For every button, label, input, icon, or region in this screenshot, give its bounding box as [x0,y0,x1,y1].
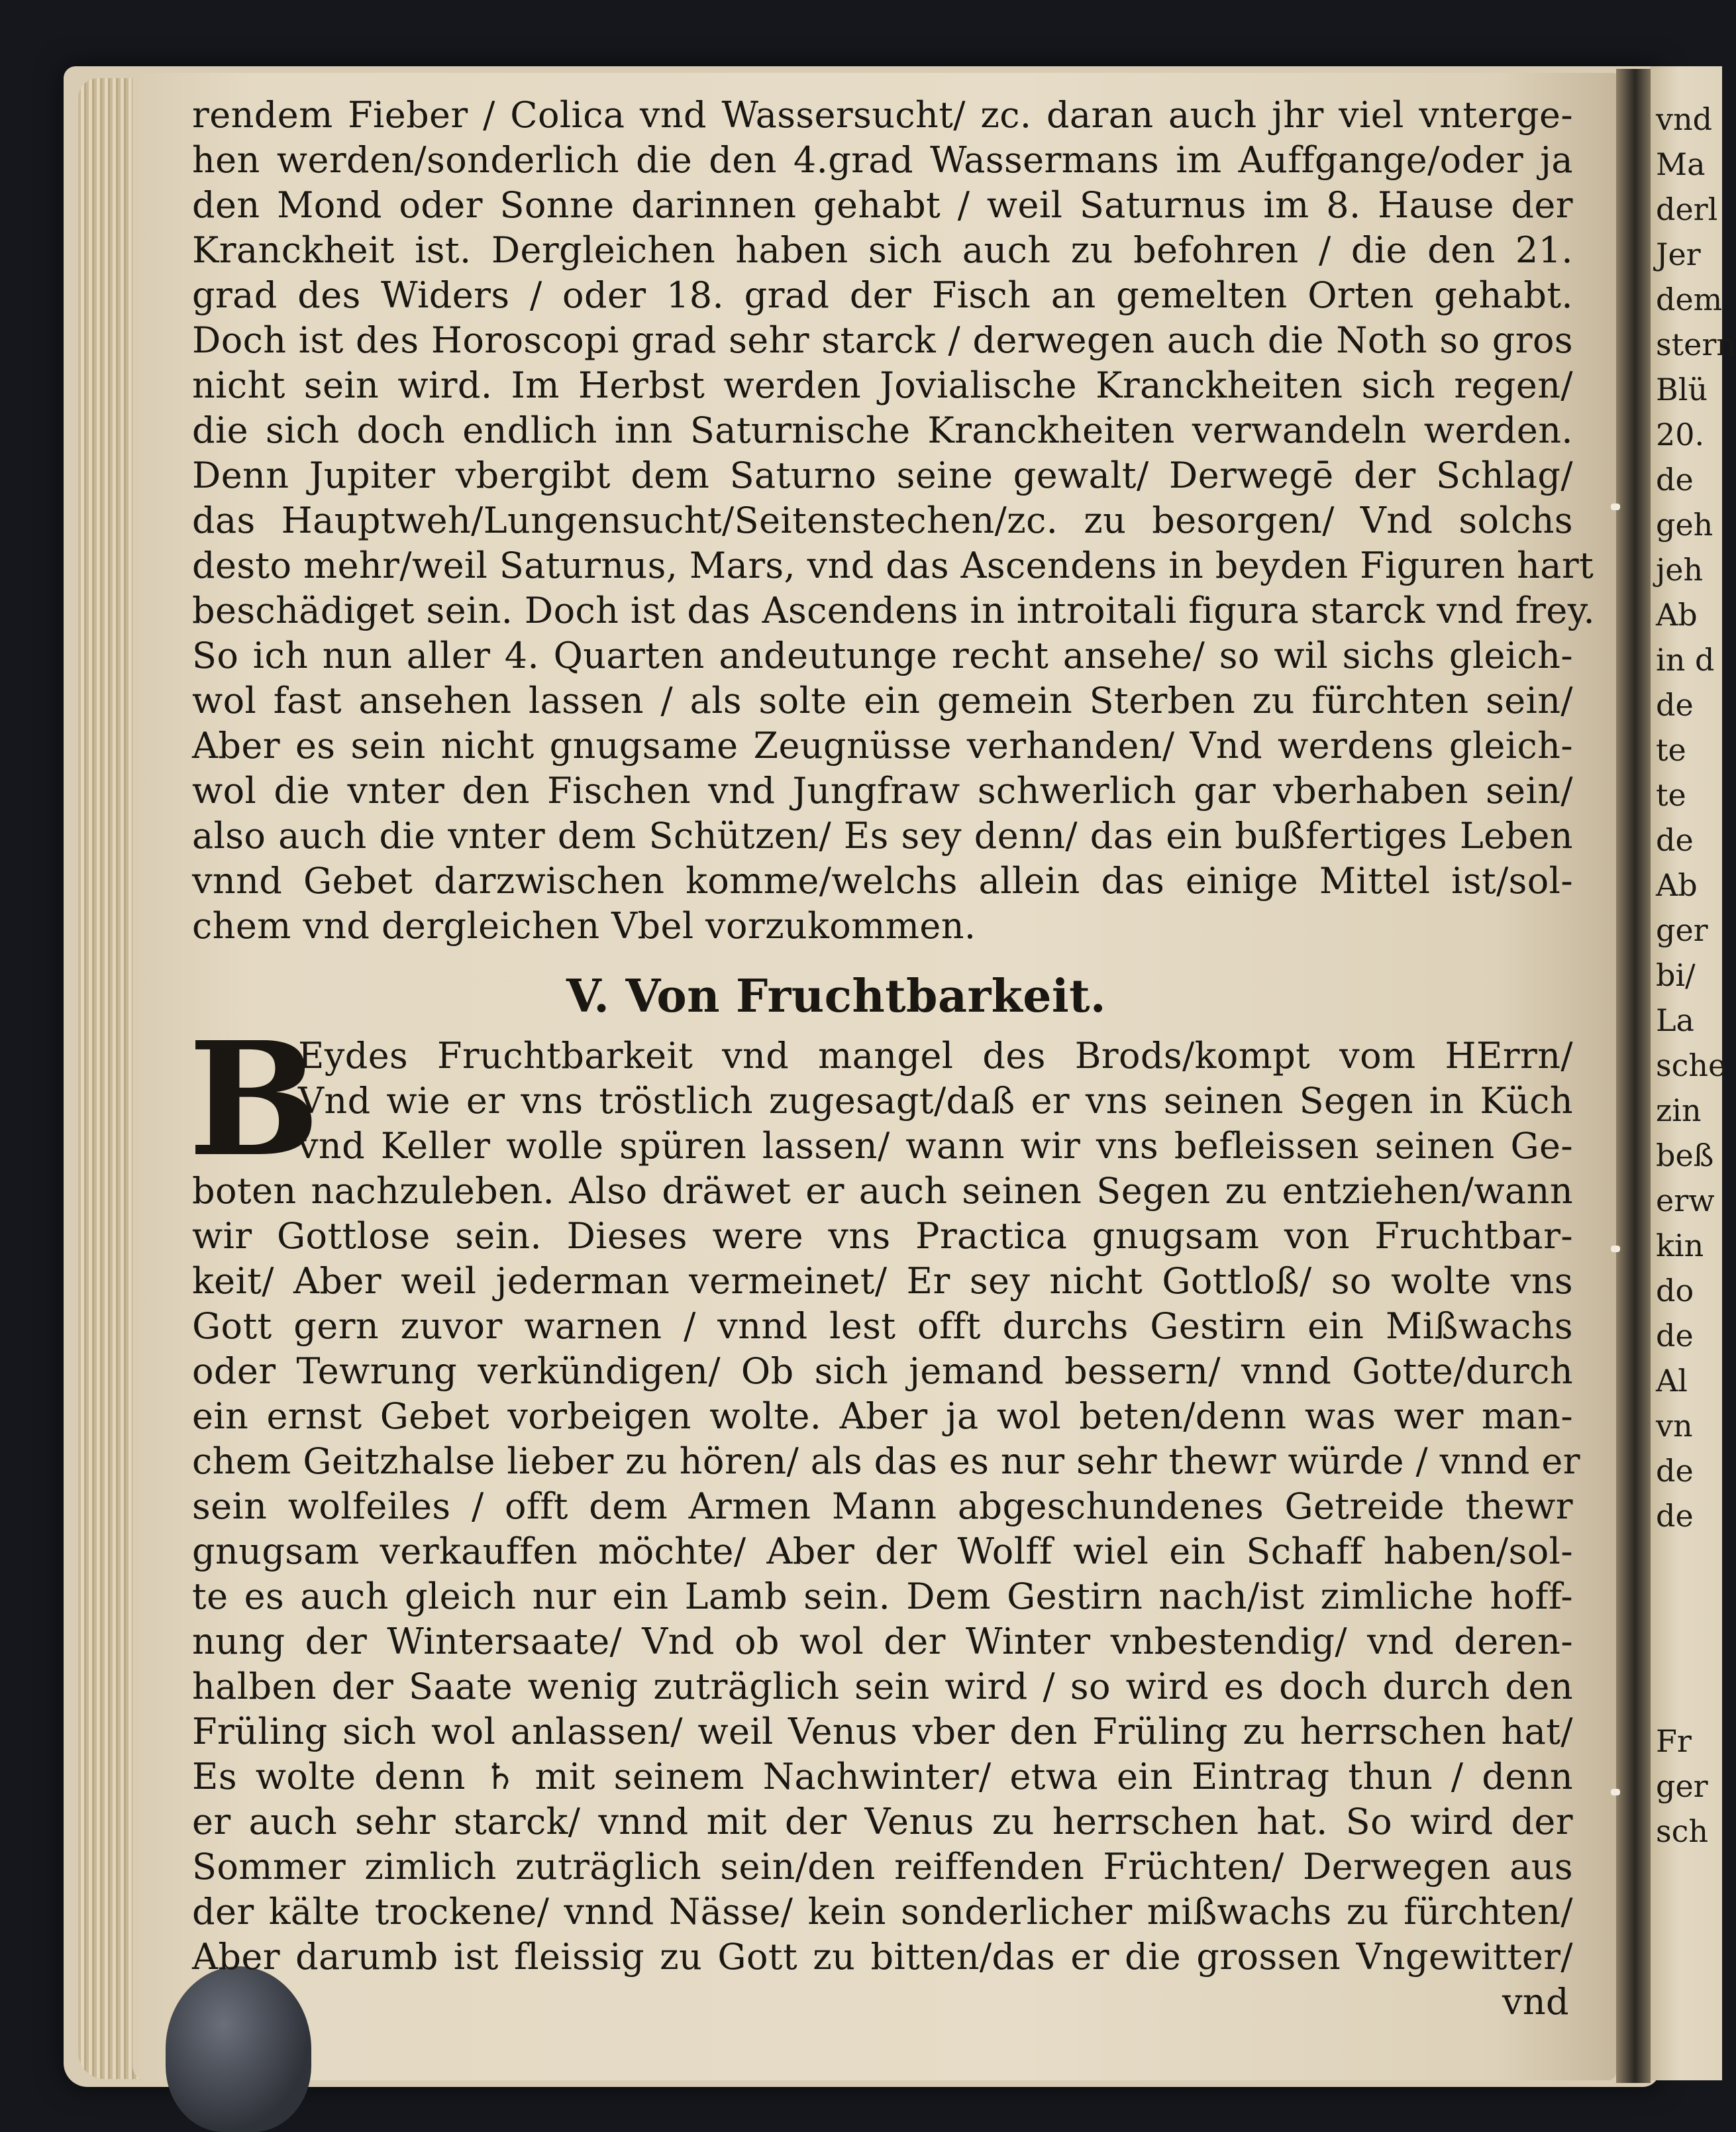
text-line: te es auch gleich nur ein Lamb sein. Dem Gestirn nach/ist zimliche hoff- [192,1575,1573,1617]
text-line: Doch ist des Horoscopi grad sehr starck / derwegen auch die Noth so gros [192,319,1573,361]
text-line: te [1656,777,1686,813]
text-line: ein ernst Gebet vorbeigen wolte. Aber ja wol beten/denn was wer man- [192,1395,1573,1437]
text-line: Blü [1656,372,1708,407]
text-line: Es wolte denn ♄ mit seinem Nachwinter/ etwa ein Eintrag thun / denn [192,1756,1573,1797]
text-line: rendem Fieber / Colica vnd Wassersucht/ zc. daran auch jhr viel vnterge- [192,94,1573,136]
page-text [188,93,1596,2025]
text-line: chem Geitzhalse lieber zu hören/ als das es nur sehr thewr würde / vnnd er [192,1440,1580,1482]
text-line: de [1656,687,1694,723]
book-gutter [1616,69,1651,2083]
text-line: de [1656,822,1694,858]
text-line: hen werden/sonderlich die den 4.grad Wassermans im Auffgange/oder ja [192,139,1573,181]
text-line: Ma [1656,146,1706,182]
text-line: Kranckheit ist. Dergleichen haben sich auch zu befohren / die den 21. [192,229,1573,271]
text-line: vnd Keller wolle spüren lassen/ wann wir vns befleissen seinen Ge- [298,1125,1573,1167]
text-line: oder Tewrung verkündigen/ Ob sich jemand bessern/ vnnd Gotte/durch [192,1350,1573,1392]
text-line: der kälte trockene/ vnnd Nässe/ kein sonderlicher mißwachs zu fürchten/ [192,1891,1573,1933]
text-line: boten nachzuleben. Also dräwet er auch seinen Segen zu entziehen/wann [192,1170,1573,1212]
text-line [1651,1538,1722,1583]
section-heading: V. Von Fruchtbarkeit. [566,970,1106,1023]
text-line: La [1656,1002,1694,1038]
paragraph-fruitfulness [188,1007,1580,1980]
text-line: derl [1656,191,1718,227]
text-line: beschädiget sein. Doch ist das Ascendens in introitali figura starck vnd frey. [192,590,1596,631]
text-line: also auch die vnter dem Schützen/ Es sey denn/ das ein bußfertiges Leben [192,815,1573,857]
text-line: 20. [1656,417,1705,453]
text-line: Jer [1656,237,1701,272]
text-line: Fr [1656,1723,1692,1759]
text-line: den Mond oder Sonne darinnen gehabt / weil Saturnus im 8. Hause der [192,184,1573,226]
binding-stitch [1611,1246,1620,1252]
text-line: stern [1656,327,1736,362]
text-line: Aber darumb ist fleissig zu Gott zu bitten/das er die grossen Vngewitter/ [192,1936,1573,1978]
text-line: wir Gottlose sein. Dieses were vns Practica gnugsam von Fruchtbar- [192,1215,1573,1257]
text-line: Ab [1656,867,1698,903]
text-line: in d [1656,642,1715,678]
text-line: do [1656,1273,1694,1308]
text-line: desto mehr/weil Saturnus, Mars, vnd das Ascendens in beyden Figuren hart [192,545,1594,586]
text-line [1651,1674,1722,1719]
text-line: sche [1656,1047,1727,1083]
text-line: Al [1656,1363,1688,1399]
drop-cap-initial: B [188,1007,321,1191]
text-line: vnd [1656,101,1713,137]
text-line: te [1656,732,1686,768]
text-line: wol fast ansehen lassen / als solte ein gemein Sterben zu fürchten sein/ [192,680,1573,721]
text-line: erw [1656,1183,1715,1218]
paragraph-opening-lines [192,1034,1573,1169]
text-line: grad des Widers / oder 18. grad der Fisch an gemelten Orten gehabt. [192,274,1573,316]
text-line: gnugsam verkauffen möchte/ Aber der Wolff wiel ein Schaff haben/sol- [192,1530,1573,1572]
binding-stitch [1611,1789,1620,1795]
text-line: wol die vnter den Fischen vnd Jungfraw schwerlich gar vberhaben sein/ [192,770,1573,812]
text-line: de [1656,1498,1694,1534]
text-line: Eydes Fruchtbarkeit vnd mangel des Brods/kompt vom HErrn/ [298,1035,1573,1077]
text-line: Früling sich wol anlassen/ weil Venus vber den Früling zu herrschen hat/ [192,1711,1573,1752]
paragraph-body [192,1169,1580,1980]
text-line: nicht sein wird. Im Herbst werden Jovialische Kranckheiten sich regen/ [192,364,1573,406]
text-line: So ich nun aller 4. Quarten andeutunge recht ansehe/ so wil sichs gleich- [192,635,1573,676]
text-line: kin [1656,1228,1704,1263]
text-line: er auch sehr starck/ vnnd mit der Venus zu herrschen hat. So wird der [192,1801,1573,1842]
text-line [1651,1583,1722,1628]
text-line: sch [1656,1813,1708,1849]
text-line: Ab [1656,597,1698,633]
text-line: vnnd Gebet darzwischen komme/welchs allein das einige Mittel ist/sol- [192,860,1573,902]
text-line: de [1656,1318,1694,1354]
text-line: ger [1656,912,1708,948]
text-line: das Hauptweh/Lungensucht/Seitenstechen/zc. zu besorgen/ Vnd solchs [192,500,1573,541]
text-line: Sommer zimlich zuträglich sein/den reiffenden Früchten/ Derwegen aus [192,1846,1573,1888]
text-line: chem vnd dergleichen Vbel vorzukommen. [192,905,976,947]
binding-stitch [1611,504,1620,510]
text-line: jeh [1656,552,1704,588]
text-line: Aber es sein nicht gnugsame Zeugnüsse verhanden/ Vnd werdens gleich- [192,725,1573,767]
text-line: sein wolfeiles / offt dem Armen Mann abgeschundenes Getreide thewr [192,1485,1573,1527]
paragraph-sickness [192,93,1596,949]
text-line: beß [1656,1138,1714,1173]
text-line: Gott gern zuvor warnen / vnnd lest offt durchs Gestirn ein Mißwachs [192,1305,1573,1347]
facing-page-fragments [1651,97,1736,1854]
text-line: keit/ Aber weil jederman vermeinet/ Er sey nicht Gottloß/ so wolte vns [192,1260,1573,1302]
text-line: dem [1656,282,1723,317]
text-line: halben der Saate wenig zuträglich sein wird / so wird es doch durch den [192,1666,1573,1707]
text-line [1651,1628,1722,1674]
text-line: geh [1656,507,1713,543]
text-line: nung der Wintersaate/ Vnd ob wol der Winter vnbestendig/ vnd deren- [192,1621,1573,1662]
text-line: bi/ [1656,957,1696,993]
text-line: zin [1656,1093,1702,1128]
text-line: ger [1656,1768,1708,1804]
text-line: de [1656,462,1694,498]
text-line: die sich doch endlich inn Saturnische Kranckheiten verwandeln werden. [192,409,1573,451]
text-line: vn [1656,1408,1693,1444]
text-line: Vnd wie er vns tröstlich zugesagt/daß er vns seinen Segen in Küch [298,1080,1573,1122]
text-line: de [1656,1453,1694,1489]
text-line: Denn Jupiter vbergibt dem Saturno seine gewalt/ Derwegē der Schlag/ [192,454,1573,496]
catchword: vnd [1502,1981,1569,2023]
